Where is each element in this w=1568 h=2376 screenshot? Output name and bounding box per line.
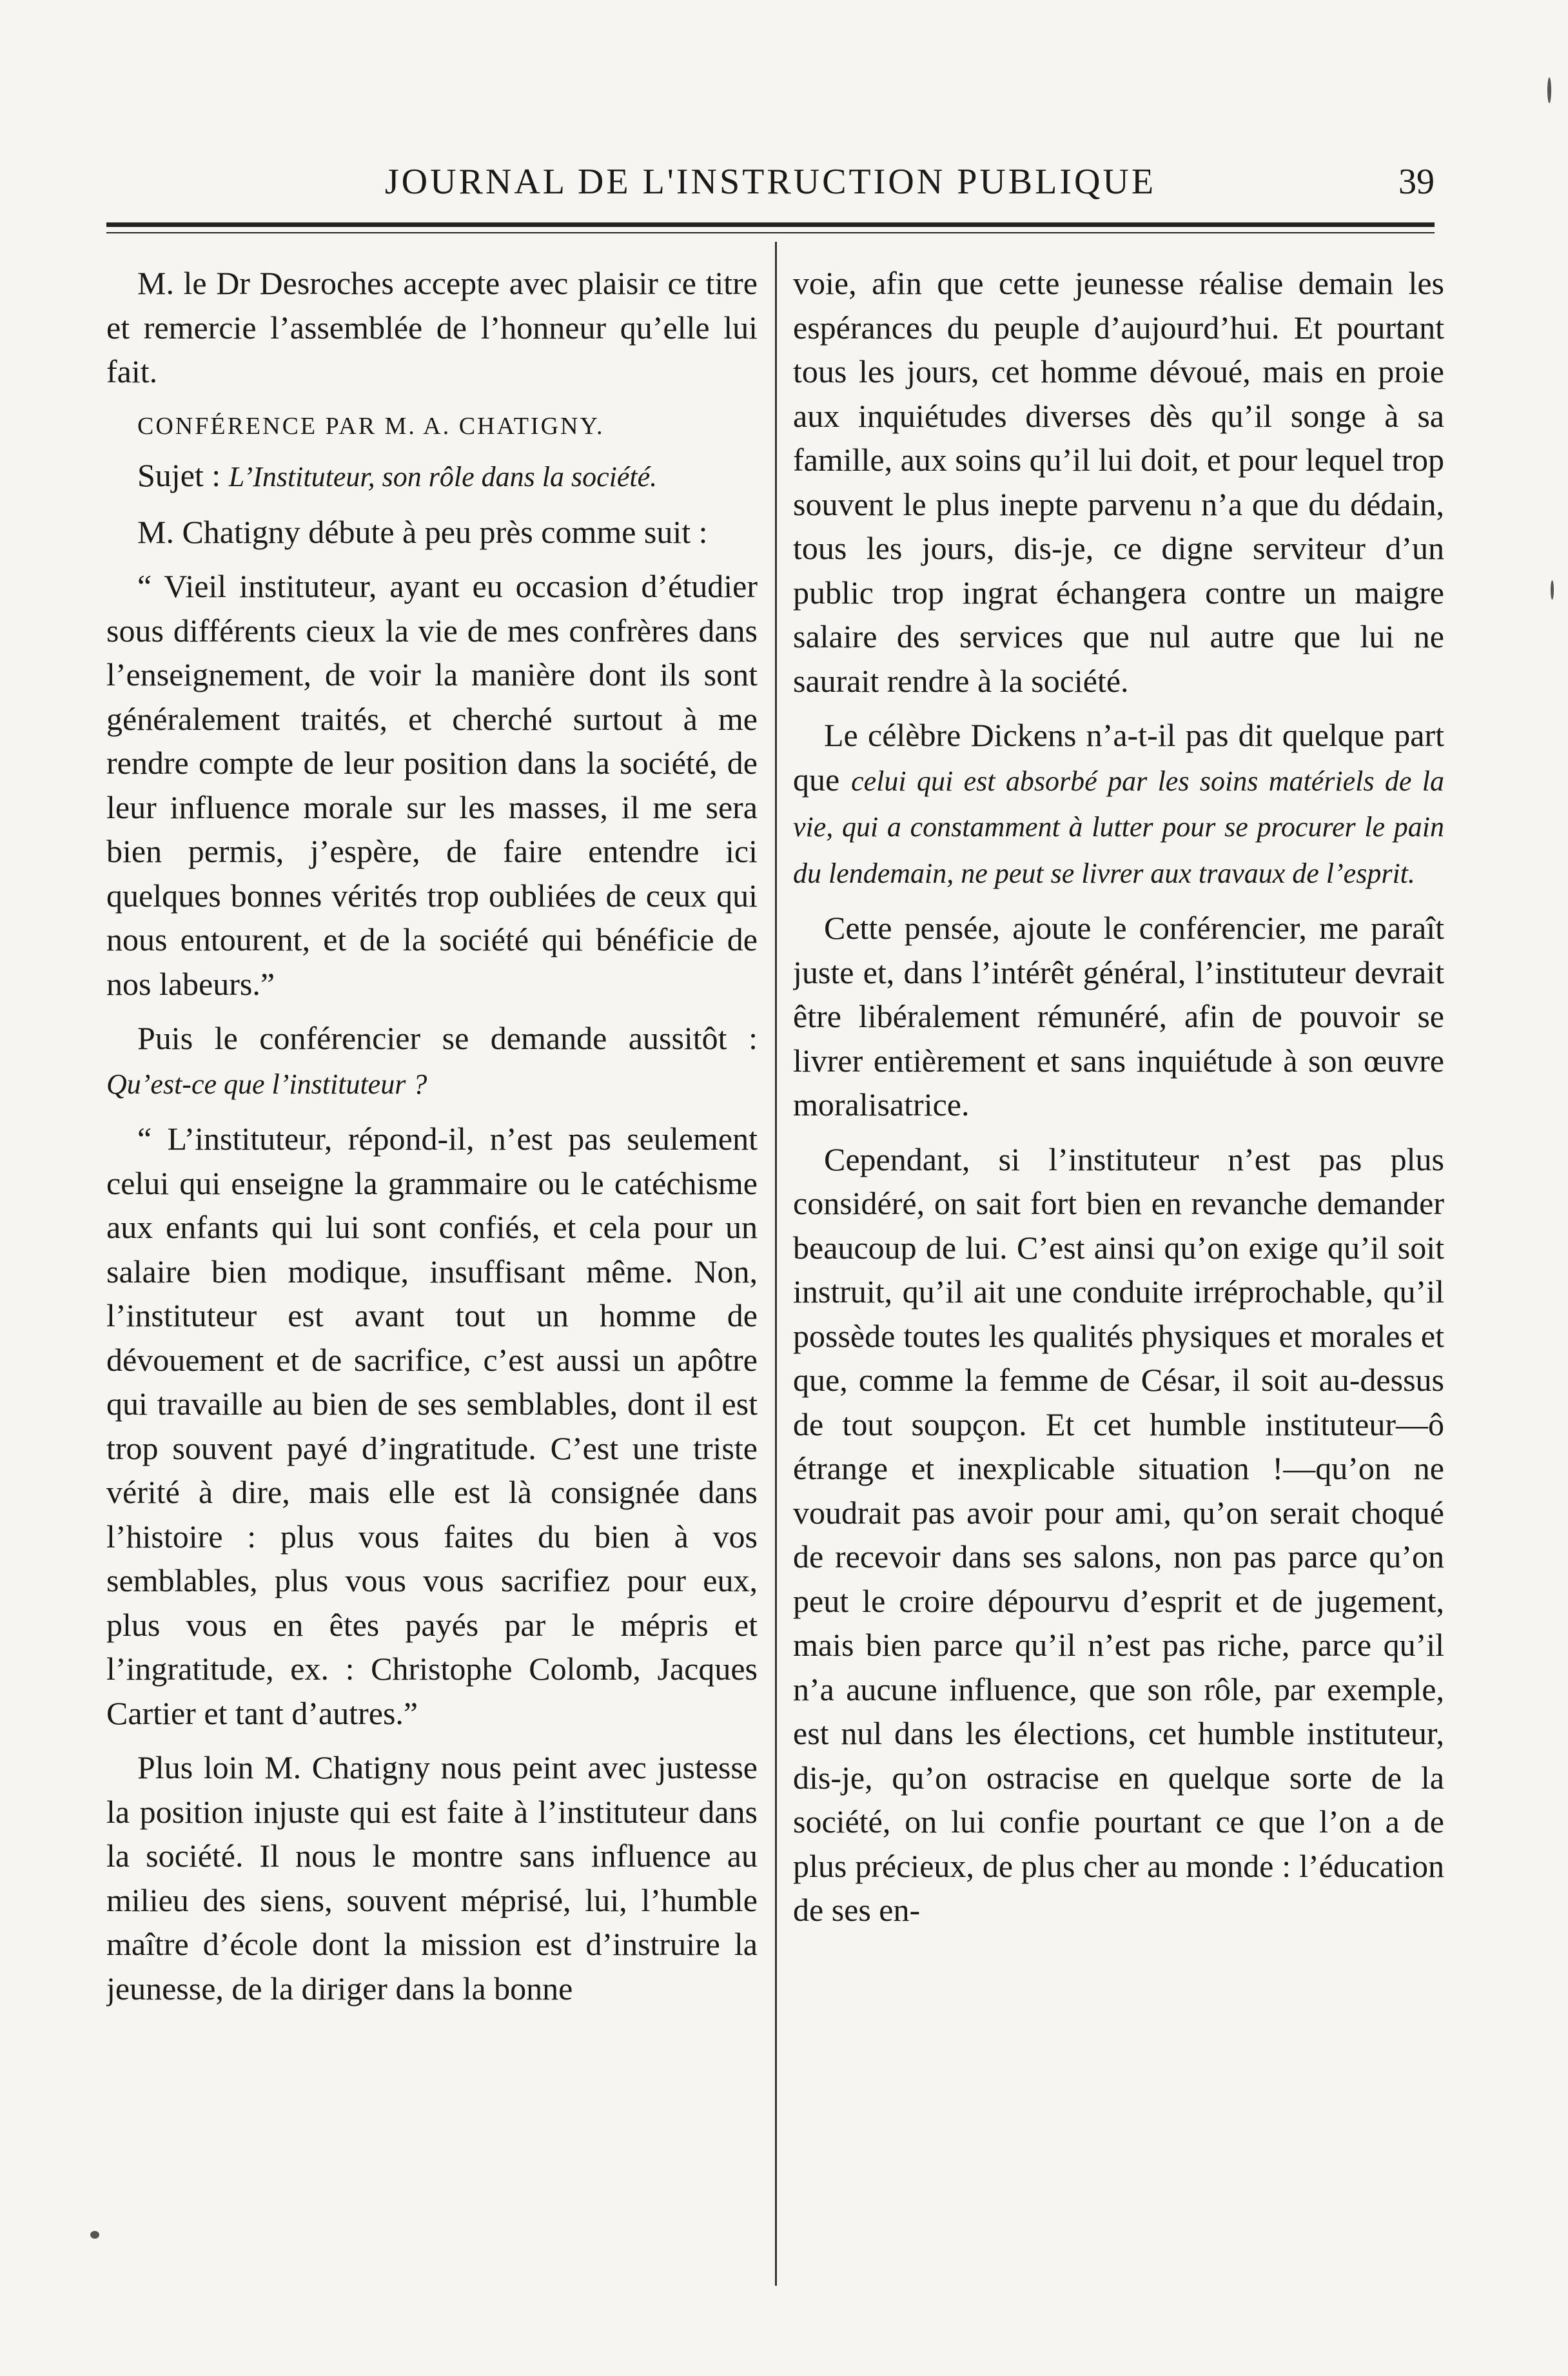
question-text: Qu’est-ce que l’instituteur ? [106,1068,427,1100]
scan-speck [90,2231,99,2239]
paragraph-intro: M. Chatigny débute à peu près comme suit : [137,513,708,550]
paragraph-plus-loin: Plus loin M. Chatigny nous peint avec justesse la position injuste qui est faite à l’instituteur dans la société. Il nous le montre sans influence au milieu des siens, souvent méprisé, lui, l’humble maître d’école dont la mission est d’instruire la jeunesse, de la diriger dans la bonne [106,1749,758,2007]
column-divider [775,242,777,2286]
paragraph-vieil-instituteur: “ Vieil instituteur, ayant eu occasion d’étudier sous différents cieux la vie de mes confrères dans l’enseignement, de voir la manière dont ils sont généralement traités, et cherché surtout à me rendre compte de leur position dans la société, de leur influence morale sur les masses, il me sera bien permis, j’espère, de faire entendre ici quelques bonnes vérités trop oubliées de ceux qui nous entourent, et de la société qui bénéficie de nos labeurs.” [106,568,758,1002]
paragraph-reponse: “ L’instituteur, répond-il, n’est pas seulement celui qui enseigne la grammaire ou le catéchisme aux enfants qui lui sont confiés, et cela pour un salaire bien modique, insuffisant même. Non, l’instituteur est avant tout un homme de dévouement et de sacrifice, c’est aussi un apôtre qui travaille au bien de ses semblables, dont il est trop souvent payé d’ingratitude. C’est une triste vérité à dire, mais elle est là consignée dans l’histoire : plus vous faites du bien à vos semblables, plus vous vous sacrifiez pour eux, plus vous en êtes payés par le mépris et l’ingratitude, ex. : Christophe Colomb, Jacques Cartier et tant d’autres.” [106,1121,758,1731]
section-heading: CONFÉRENCE PAR M. A. CHATIGNY. [137,412,605,440]
header-rule-thick [106,222,1435,227]
header-rule-thin [106,232,1435,233]
dickens-quote: celui qui est absorbé par les soins matériels de la vie, qui a constamment à lutter pour se procurer le pain du lendemain, ne peut se livrer aux travaux de l’esprit. [793,765,1444,889]
left-column [106,261,758,2273]
paragraph-dickens [793,713,1444,896]
question-lead: Puis le conférencier se demande aussitôt : [137,1020,758,1056]
running-header [106,155,1435,213]
paragraph-pensee: Cette pensée, ajoute le conférencier, me paraît juste et, dans l’intérêt général, l’instituteur devrait être libéralement rémunéré, afin de pouvoir se livrer entièrement et sans inquiétude à son œuvre moralisatrice. [793,910,1444,1123]
journal-title: JOURNAL DE L'INSTRUCTION PUBLIQUE [384,162,1157,202]
right-column [793,261,1444,2273]
scan-speck [1547,77,1551,103]
paragraph-question [106,1016,758,1106]
dickens-lead: Le célèbre Dickens n’a-t-il pas dit quelque part que [793,717,1444,798]
subject-text: L’Instituteur, son rôle dans la société. [228,461,658,493]
subject-line [106,453,758,500]
subject-label: Sujet : [137,457,221,493]
paragraph-desroches: M. le Dr Desroches accepte avec plaisir ce titre et remercie l’assemblée de l’honneur qu’elle lui fait. [106,265,758,389]
paragraph-cependant: Cependant, si l’instituteur n’est pas plus considéré, on sait fort bien en revanche demander beaucoup de lui. C’est ainsi qu’on exige qu’il soit instruit, qu’il ait une conduite irréprochable, qu’il possède toutes les qualités physiques et morales et que, comme la femme de César, il soit au-dessus de tout soupçon. Et cet humble instituteur—ô étrange et inexplicable situation !—qu’on ne voudrait pas avoir pour ami, qu’on serait choqué de recevoir dans ses salons, non pas parce qu’on peut le croire dépourvu d’esprit et de jugement, mais bien parce qu’il n’est pas riche, parce qu’il n’a aucune influence, que son rôle, par exemple, est nul dans les élections, cet humble instituteur, dis-je, qu’on ostracise en quelque sorte de la société, on lui confie pourtant ce que l’on a de plus précieux, de plus cher au monde : l’éducation de ses en- [793,1141,1444,1928]
scan-speck [1551,580,1554,600]
paragraph-continuation: voie, afin que cette jeunesse réalise demain les espérances du peuple d’aujourd’hui. Et pourtant tous les jours, cet homme dévoué, mais en proie aux inquiétudes diverses dès qu’il songe à sa famille, aux soins qu’il lui doit, et pour lequel trop souvent le plus inepte parvenu n’a que du dédain, tous les jours, dis-je, ce digne serviteur d’un public trop ingrat échangera contre un maigre salaire des services que nul autre que lui ne saurait rendre à la société. [793,265,1444,699]
page-number: 39 [1398,162,1435,202]
